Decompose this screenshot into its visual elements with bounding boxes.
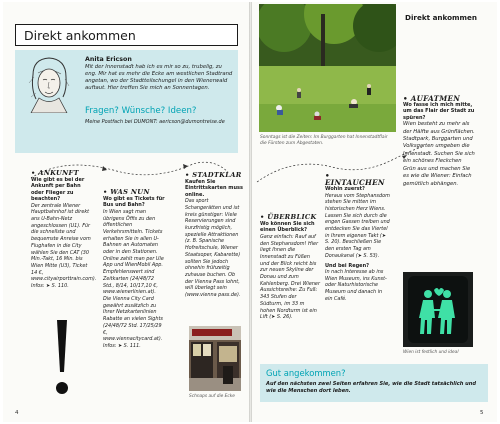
column-ankunft [31,169,97,290]
exclamation-mark-graphic [55,320,69,398]
cafe-photo [189,326,241,391]
traffic-light-photo [403,272,473,347]
banner-title: Gut angekommen? [266,368,346,378]
page-number-right: 5 [480,410,484,416]
column-stadtklar [185,172,243,299]
column-question: Wie gibt es bei der Ankunft per Bahn oder Flieger zu beachten? [31,177,85,203]
column-question: Kaufen Sie Eintrittskarten muss online. [185,179,243,198]
column-ueberblick [260,214,320,321]
left-page [3,2,249,422]
column-text: Heraus vom Stephansdom stehen Sie mitten im historischen Herz Wiens. Lassen Sie sich durch die engen Gassen treiben und entdecken Sie das Viertel in Ihrem eigenen Takt (➤ S. 20). Beschließen Sie den ersten Tag am Donaukanal (➤ S. 53). [325,192,390,259]
light-caption: Wien ist festlich und ideal [403,350,459,355]
header-box [15,24,238,46]
book-spread [3,2,497,422]
column-heading: • AUFATMEN [403,94,461,103]
banner-text: Auf den nächsten zwei Seiten erfahren Sie, wie die Stadt tatsächlich und wie die Menschen dort leben. [266,381,477,394]
author-intro: Mit der Innenstadt hab ich es mir so zu, trubelig, zu eng. Mir hat es mehr die Ecke am westlichen Stadtrand angetan, wo der Stadtteilschungel in den Wienerwald auftaut. Hier treffen Sie mich an Sonnentagen. [85,64,233,91]
column-question: Wo können Sie sich einen Überblick? [260,221,315,234]
author-box [15,50,238,153]
column-eintauchen [325,172,391,302]
column-aufatmen [403,95,475,188]
park-caption: Sonntags ist die Zeiten: Im Burggarten hat Innenstadtflair die Fürsten zum Abgestaten. [260,135,388,146]
column-heading: • ÜBERBLICK [260,213,317,221]
column-text: Ganz einfach: Rauf auf den Stephansdom! Hier liegt Ihnen die Innenstadt zu Füßen und der Blick reicht bis zur neuen Skyline der Donau und zum Kahlenberg. Drei Wiener Aussichtsreihe: Zu Fuß: 343 Stufen der Südturm, im 33 m hohen Nordturm ist ein Lift (➤ S. 26). [260,233,320,321]
next-pages-banner [260,364,488,402]
author-contact: Meine Postfach bei DUMONT: aericson@dumontreise.de [85,119,225,125]
column-text: In Wien sagt man übrigens Öffis zu den öffentlichen Verkehrsmitteln. Tickets erhalten Sie in allen U-Bahnen an Automaten oder in den Stationen. Online zahlt man per Ule App und WienMobil App. Empfehlenswert sind Zeitkarten (24/48/72 Std., 8/14, 10/17,10 €, www.wienerlinien.at). Die Vienna City Card gewährt zusätzlich zu Ihrer Netzkartenlinien Rabatte an vielen Sights (24/48/72 Std. 17/25/29 €, www.viennacitycard.at). Infos: ➤ S. 111. [103,208,164,349]
column-text: Das sport Schangerätten und ist kreis günstiger: Viele Reservierungen sind kurzfristig möglich, spezielle Attraktionen (z. B. Spanische Hofreitschule, Wiener Staatsoper, Kabarette) sollten Sie jedoch ohnehin frühzeitig zuhause buchen. Ob der Vienna Pass lohnt, will überlegt sein (www.vienna pass.de). [185,198,241,299]
column-text: Wien besteht zu mehr als der Hälfte aus Grünflächen. Stadtpark, Burggarten und Volksgarten umgeben die Innenstadt. Suchen Sie sich ein schönes Fleckchen Grün aus und machen Sie es wie die Wiener: Einfach gemütlich abhängen. [403,121,475,187]
column-heading: • WAS NUN [103,188,150,196]
page-number-left: 4 [15,410,19,416]
page-header: Direkt ankommen [24,28,136,43]
right-page [252,2,497,422]
park-photo [259,4,396,132]
column-heading: • ANKUNFT [31,169,79,177]
column-question: Wo fasse ich mich mitte, um das Flair der Stadt zu spüren? [403,102,475,121]
column-text: Der zentrale Wiener Hauptbahnhof ist direkt ans U-Bahn-Netz angeschlossen (U1). Für die schnellste und bequemste Anreise vom Flughafen in die City wählen Sie den CAT (30 Min.-Takt, 16 Min. bis Wien Mitte (U3), Ticket 14 €, www.cityairporttrain.com). Infos: ➤ S. 110. [31,202,97,290]
column-heading: • EINTAUCHEN [325,171,385,188]
author-question: Fragen? Wünsche? Ideen? [85,106,197,116]
author-name: Anita Ericson [85,56,132,63]
column-text-2: In nach Interesse ab ins Wien Museum, ins Kunst- oder Naturhistorische Museum und danach in ein Café. [325,268,387,302]
section-title: Direkt ankommen [405,13,478,22]
cafe-caption: Schnaps auf die Ecke [189,394,235,399]
column-heading: • STADTKLAR [185,171,242,179]
column-question: Wohin zuerst? [325,186,365,193]
column-was-nun [103,189,165,350]
column-question-2: Und bei Regen? [325,262,370,269]
column-question: Wo gibt es Tickets für Bus und Bahn? [103,196,165,209]
author-portrait-sketch [19,53,79,113]
